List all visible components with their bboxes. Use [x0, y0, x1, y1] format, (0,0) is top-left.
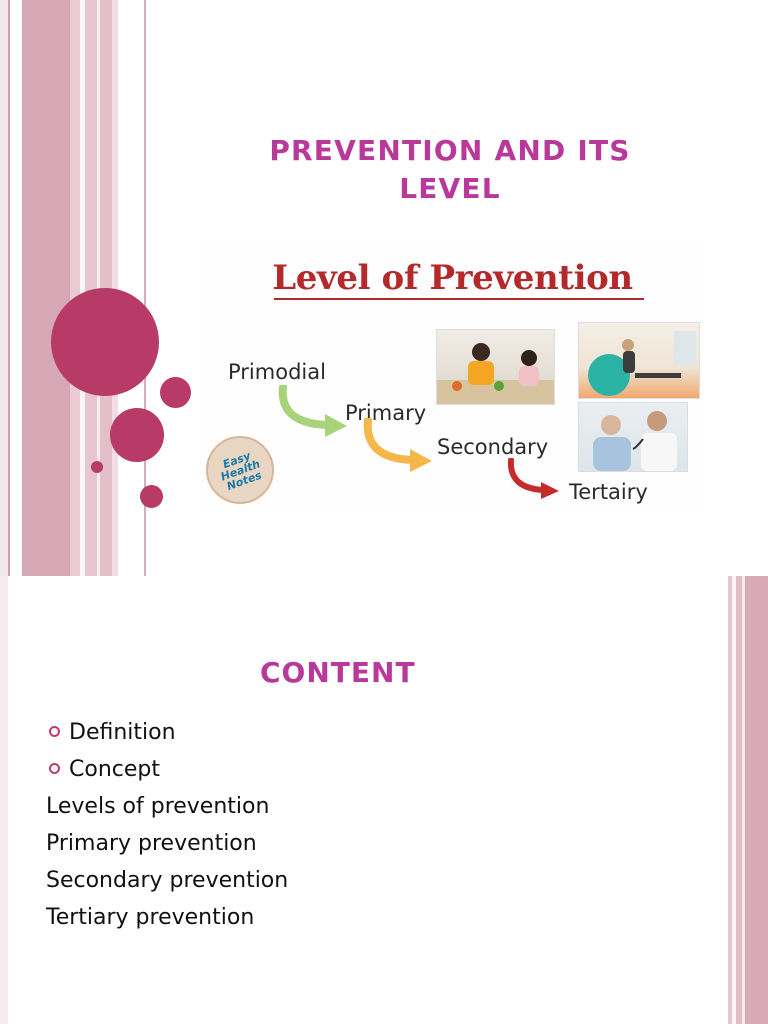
list-item [46, 862, 288, 899]
slide-title: CONTENT [260, 656, 416, 689]
title-line: LEVEL [399, 172, 501, 205]
decorative-circle-medium [110, 408, 164, 462]
curved-arrow-icon [360, 418, 440, 480]
list-item-text: Secondary prevention [46, 868, 289, 893]
level-label-primordial: Primodial [228, 360, 326, 384]
curved-arrow-icon [505, 458, 565, 502]
easy-health-notes-logo [206, 436, 274, 504]
list-item [46, 714, 288, 751]
curved-arrow-icon [275, 385, 355, 445]
decorative-circle-small [140, 485, 163, 508]
doctor-patient-photo [578, 402, 688, 472]
list-item-text: Primary prevention [46, 831, 257, 856]
level-label-primary: Primary [345, 401, 427, 425]
list-item-text: Levels of prevention [46, 794, 270, 819]
level-label-tertiary: Tertairy [569, 480, 648, 504]
decorative-circle-small [160, 377, 191, 408]
decorative-stripe-band [0, 0, 150, 576]
list-item-text: Concept [69, 757, 160, 782]
level-label-secondary: Secondary [437, 435, 549, 459]
content-list [46, 714, 288, 936]
title-line: PREVENTION AND ITS [269, 134, 631, 167]
list-item [46, 788, 288, 825]
content-slide [0, 576, 768, 1024]
exercise-ball-photo [578, 322, 700, 399]
list-item-text: Definition [69, 720, 176, 745]
decorative-circle-large [51, 288, 159, 396]
bullet-ring-icon [49, 763, 60, 774]
decorative-circle-tiny [91, 461, 103, 473]
family-meal-photo [436, 329, 555, 405]
list-item [46, 825, 288, 862]
heading-underline [274, 298, 644, 300]
list-item [46, 899, 288, 936]
logo-text: Easy Health Notes [218, 448, 263, 493]
infographic-heading: Level of Prevention [272, 258, 633, 298]
slide-title [200, 132, 700, 208]
left-edge-stripe [0, 576, 8, 1024]
list-item-text: Tertiary prevention [46, 905, 255, 930]
level-of-prevention-infographic [200, 240, 705, 508]
decorative-stripe-band [728, 576, 768, 1024]
bullet-ring-icon [49, 726, 60, 737]
list-item [46, 751, 288, 788]
